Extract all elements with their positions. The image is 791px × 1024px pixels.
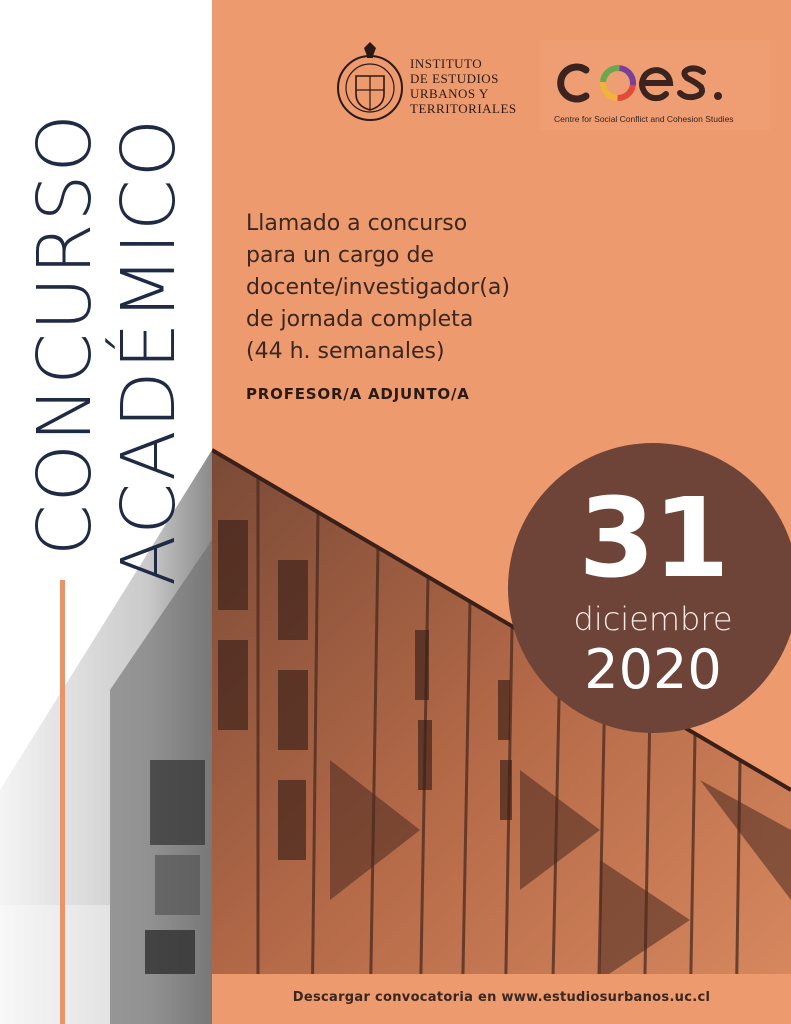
announcement-line: de jornada completa bbox=[246, 307, 474, 332]
ieut-logo bbox=[334, 38, 534, 130]
uc-seal-icon bbox=[334, 38, 406, 130]
ieut-name bbox=[410, 56, 517, 116]
left-panel bbox=[0, 0, 212, 1024]
orange-rule bbox=[60, 580, 65, 1024]
footer bbox=[212, 974, 791, 1024]
coes-wordmark-icon bbox=[548, 48, 748, 108]
announcement-line: (44 h. semanales) bbox=[246, 339, 445, 364]
announcement-line: Llamado a concurso bbox=[246, 211, 468, 236]
download-link[interactable]: Descargar convocatoria en www.estudiosurbanos.uc.cl bbox=[292, 990, 711, 1005]
announcement-line: docente/investigador(a) bbox=[246, 275, 510, 300]
announcement-line: para un cargo de bbox=[246, 243, 434, 268]
deadline-badge bbox=[508, 443, 791, 733]
deadline-day: 31 bbox=[578, 474, 728, 602]
coes-subtitle: Centre for Social Conflict and Cohesion Studies bbox=[554, 114, 734, 124]
title-line-2: ACADÉMICO bbox=[106, 117, 192, 586]
ieut-line: DE ESTUDIOS bbox=[410, 71, 499, 86]
deadline-year: 2020 bbox=[584, 638, 722, 701]
deadline-month: diciembre bbox=[573, 600, 733, 638]
vertical-title bbox=[0, 0, 212, 600]
position-rank: PROFESOR/A ADJUNTO/A bbox=[246, 385, 470, 403]
ieut-line: INSTITUTO bbox=[410, 56, 483, 71]
ieut-line: TERRITORIALES bbox=[410, 101, 517, 116]
ieut-line: URBANOS Y bbox=[410, 86, 489, 101]
announcement-text bbox=[246, 208, 576, 368]
coes-logo bbox=[540, 40, 770, 130]
title-line-1: CONCURSO bbox=[22, 112, 108, 556]
